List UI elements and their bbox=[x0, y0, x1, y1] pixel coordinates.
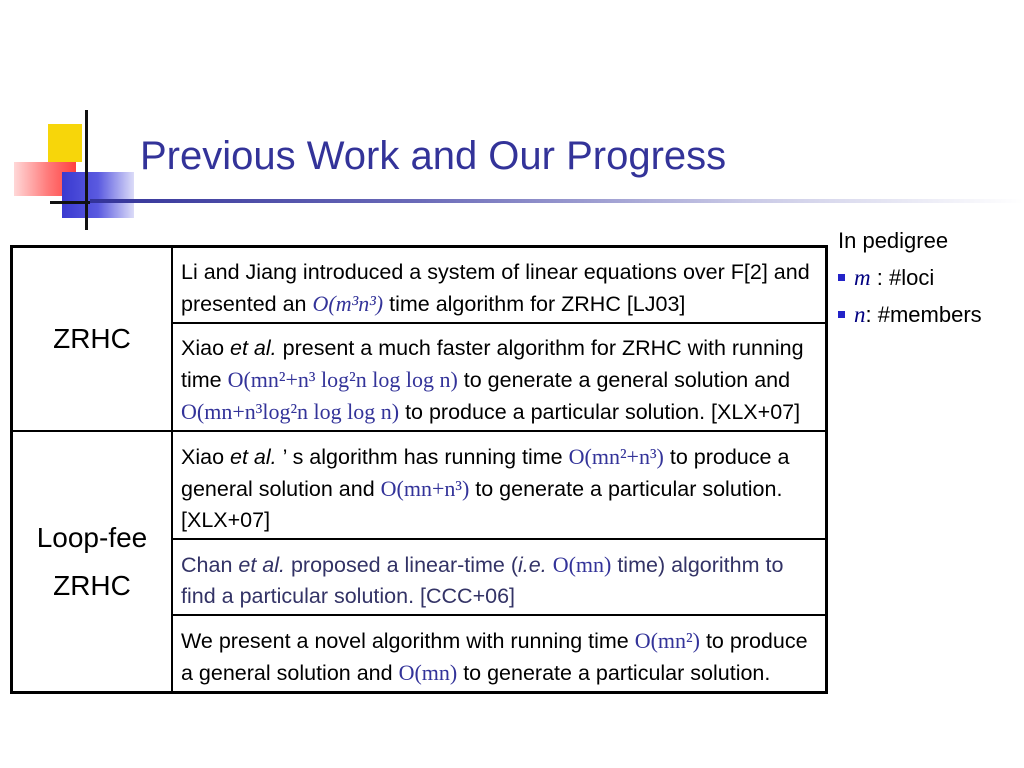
cell-text: proposed a linear-time ( bbox=[285, 553, 519, 577]
cell-text: Li and Jiang introduced a system of linear equations over F[2] and presented an bbox=[181, 260, 810, 316]
work-cell-xlx07-loopfree bbox=[172, 431, 827, 539]
cell-text: present a much faster algorithm for ZRHC with running time bbox=[181, 336, 804, 392]
cell-emphasis: et al. bbox=[230, 445, 277, 469]
cell-text: time) algorithm to find a particular solution. [CCC+06] bbox=[181, 553, 784, 608]
cell-text: to produce a general solution and bbox=[181, 629, 808, 685]
yellow-square-decoration bbox=[48, 124, 82, 162]
complexity-formula: O(mn+n³) bbox=[380, 476, 470, 501]
work-cell-lj03 bbox=[172, 247, 827, 324]
cell-emphasis: et al. bbox=[238, 553, 285, 577]
pedigree-heading: In pedigree bbox=[838, 228, 949, 253]
legend-item-loci bbox=[838, 263, 982, 300]
work-cell-ccc06 bbox=[172, 539, 827, 615]
group-label: ZRHC bbox=[53, 323, 131, 354]
slide-logo-decoration bbox=[0, 100, 150, 240]
pedigree-legend bbox=[838, 226, 982, 337]
square-bullet-icon bbox=[838, 274, 845, 281]
progress-table bbox=[10, 245, 828, 694]
cell-text: Xiao bbox=[181, 336, 231, 360]
complexity-formula: O(mn²) bbox=[634, 628, 700, 653]
square-bullet-icon bbox=[838, 311, 845, 318]
complexity-formula: O(mn²+n³) bbox=[568, 444, 664, 469]
horizontal-line-decoration bbox=[50, 201, 90, 204]
legend-variable: m bbox=[854, 265, 871, 290]
legend-text: #members bbox=[877, 302, 982, 327]
complexity-formula: O(mn+n³log²n log log n) bbox=[181, 399, 400, 424]
cell-text: to produce a general solution and bbox=[181, 445, 790, 501]
legend-text: #loci bbox=[888, 265, 935, 290]
cell-text: We present a novel algorithm with running time bbox=[181, 629, 635, 653]
group-label-line: ZRHC bbox=[53, 569, 131, 601]
legend-variable: n bbox=[854, 302, 866, 327]
work-cell-xlx07-zrhc bbox=[172, 323, 827, 431]
cell-text: to produce a particular solution. [XLX+07] bbox=[399, 400, 801, 424]
table-row bbox=[12, 431, 827, 539]
complexity-formula: O(m³n³) bbox=[312, 291, 384, 316]
group-label-line: Loop-fee bbox=[36, 521, 148, 553]
slide-title: Previous Work and Our Progress bbox=[140, 134, 727, 178]
cell-text: time algorithm for ZRHC [LJ03] bbox=[383, 292, 686, 316]
cell-text: to generate a particular solution. bbox=[457, 661, 771, 685]
cell-emphasis: i.e. bbox=[518, 553, 547, 577]
title-underline bbox=[90, 199, 1024, 203]
cell-text: Xiao bbox=[181, 445, 231, 469]
cell-text: ’ s algorithm has running time bbox=[276, 445, 569, 469]
cell-text: to generate a particular solution. [XLX+07] bbox=[181, 477, 783, 532]
group-label-loop-free-zrhc bbox=[12, 431, 173, 693]
cell-emphasis: et al. bbox=[230, 336, 277, 360]
complexity-formula: O(mn²+n³ log²n log log n) bbox=[227, 367, 458, 392]
group-label-zrhc bbox=[12, 247, 173, 432]
cell-text: to generate a general solution and bbox=[457, 368, 791, 392]
legend-separator: : bbox=[870, 265, 889, 290]
blue-gradient-decoration bbox=[62, 172, 134, 218]
complexity-formula: O(mn) bbox=[398, 660, 458, 685]
legend-item-members bbox=[838, 300, 982, 337]
cell-text: Chan bbox=[181, 553, 239, 577]
table-row bbox=[12, 247, 827, 324]
legend-separator: : bbox=[865, 302, 878, 327]
work-cell-our-result bbox=[172, 615, 827, 693]
complexity-formula: O(mn) bbox=[552, 552, 612, 577]
vertical-line-decoration bbox=[85, 110, 88, 230]
